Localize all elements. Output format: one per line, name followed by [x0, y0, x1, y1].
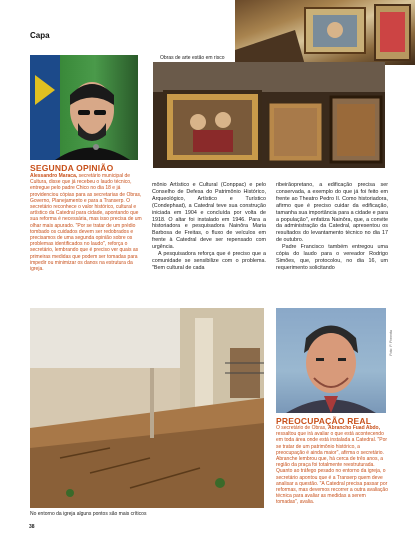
man-portrait-2 [276, 308, 386, 413]
body-col1-p2: A pesquisadora reforça que é preciso que a comunidade se sensibilize com o problema. "Bem cultural de cada [152, 251, 266, 271]
sidebar-right-lead: O secretário de Obras, [276, 425, 328, 431]
church-exterior-photo [30, 308, 264, 508]
church-ceiling-art [235, 0, 415, 65]
secretary-works-photo [276, 308, 386, 413]
sidebar-left-body: secretário municipal de Cultura, disse que já recebeu o laudo técnico, entregue pelo padre Chico no dia 18 e já providenciou cópias para as secretarias de Obras, Governo, Planejamento e para a Transerp. O secretário reconhece o valor histórico, cultural e artístico da Catedral para cidade, apontando que sua reforma é necessária, mas isso precisa de um olhar mais apurado. "Por se tratar de um prédio tombado os cuidados devem ser redobrados e precisamos de uma segunda opinião sobre os problemas identificados no laudo", reforça o secretário, lembrando que é preciso ver quais as primeiras medidas que podem ser tomadas para impedir ou minimizar os danos na estrutura da igreja. [30, 173, 142, 273]
section-label: Capa [30, 31, 50, 40]
surroundings-caption: No entorno da igreja alguns pontos são mais críticos [30, 511, 147, 517]
church-ceiling-photo [235, 0, 415, 65]
sidebar-left-lead: Alessandro Maraca, [30, 173, 78, 179]
body-column-1 [152, 182, 266, 272]
secretary-culture-photo [30, 55, 138, 160]
church-wall-image [30, 308, 264, 508]
sidebar-left-text [30, 173, 142, 272]
body-col1-p1: mônio Artístico e Cultural (Conppac) e pelo Conselho de Defesa do Patrimônio Histórico, Arqueológico, Artístico e Turístico (Condephaat), a Catedral teve sua construção iniciada em 1904 e concluída por volta de 1918. O altar foi instalado em 1946. Para a historiadora e pesquisadora Nainôra Maria Barbosa de Freitas, o fluxo de veículos em frente à Catedral deve ser repensado com urgência. [152, 182, 266, 251]
body-col2-p1: ribeirãopretano, a edificação precisa ser conservada, a exemplo do que já foi feito em frente ao Theatro Pedro II. Como historiadora, afirmo que é preciso cuidar da edificação, tamanha sua importância para a cidade e para a população", enfatiza Nainôra, que, a convite da administração da Catedral, apresentou os resultados do levantamento técnico no dia 17 de outubro. [276, 182, 388, 244]
artworks-photo [153, 62, 385, 168]
page-number: 38 [29, 524, 35, 530]
body-column-2 [276, 182, 388, 272]
photo-credit: Foto: P. Pimenta [389, 330, 393, 356]
sidebar-left-title: SEGUNDA OPINIÃO [30, 163, 114, 173]
sidebar-right-body: ressaltou que irá avaliar o que está acontecendo em toda área onde está instalada a Catedral. "Por se tratar de um patrimônio histórico, a preocupação é ainda maior", afirma o secretário. Abranche lembrou que, há cerca de três anos, a região da praça foi totalmente reestruturada. Quanto ao tráfego pesado no entorno da igreja, o secretário apontou que é a Transerp quem deve analisar a questão. "A Catedral precisa passar por reformas, mas devemos recorrer a outra avaliação técnica para avaliar as medidas a serem tomadas", avalia. [276, 431, 388, 506]
sidebar-right-name: Abrancho Fuad Abdo, [327, 425, 381, 431]
sidebar-right-text [276, 425, 388, 506]
artworks-caption: Obras de arte estão em risco [160, 55, 225, 61]
body-col2-p2: Padre Francisco também entregou uma cópia do laudo para o vereador Rodrigo Simões, que, protocolou, no dia 16, um requerimento solicitando [276, 244, 388, 271]
sidebar-right-title: PREOCUPAÇÃO REAL [276, 416, 372, 426]
man-portrait [30, 55, 138, 160]
paintings-image [153, 62, 385, 168]
